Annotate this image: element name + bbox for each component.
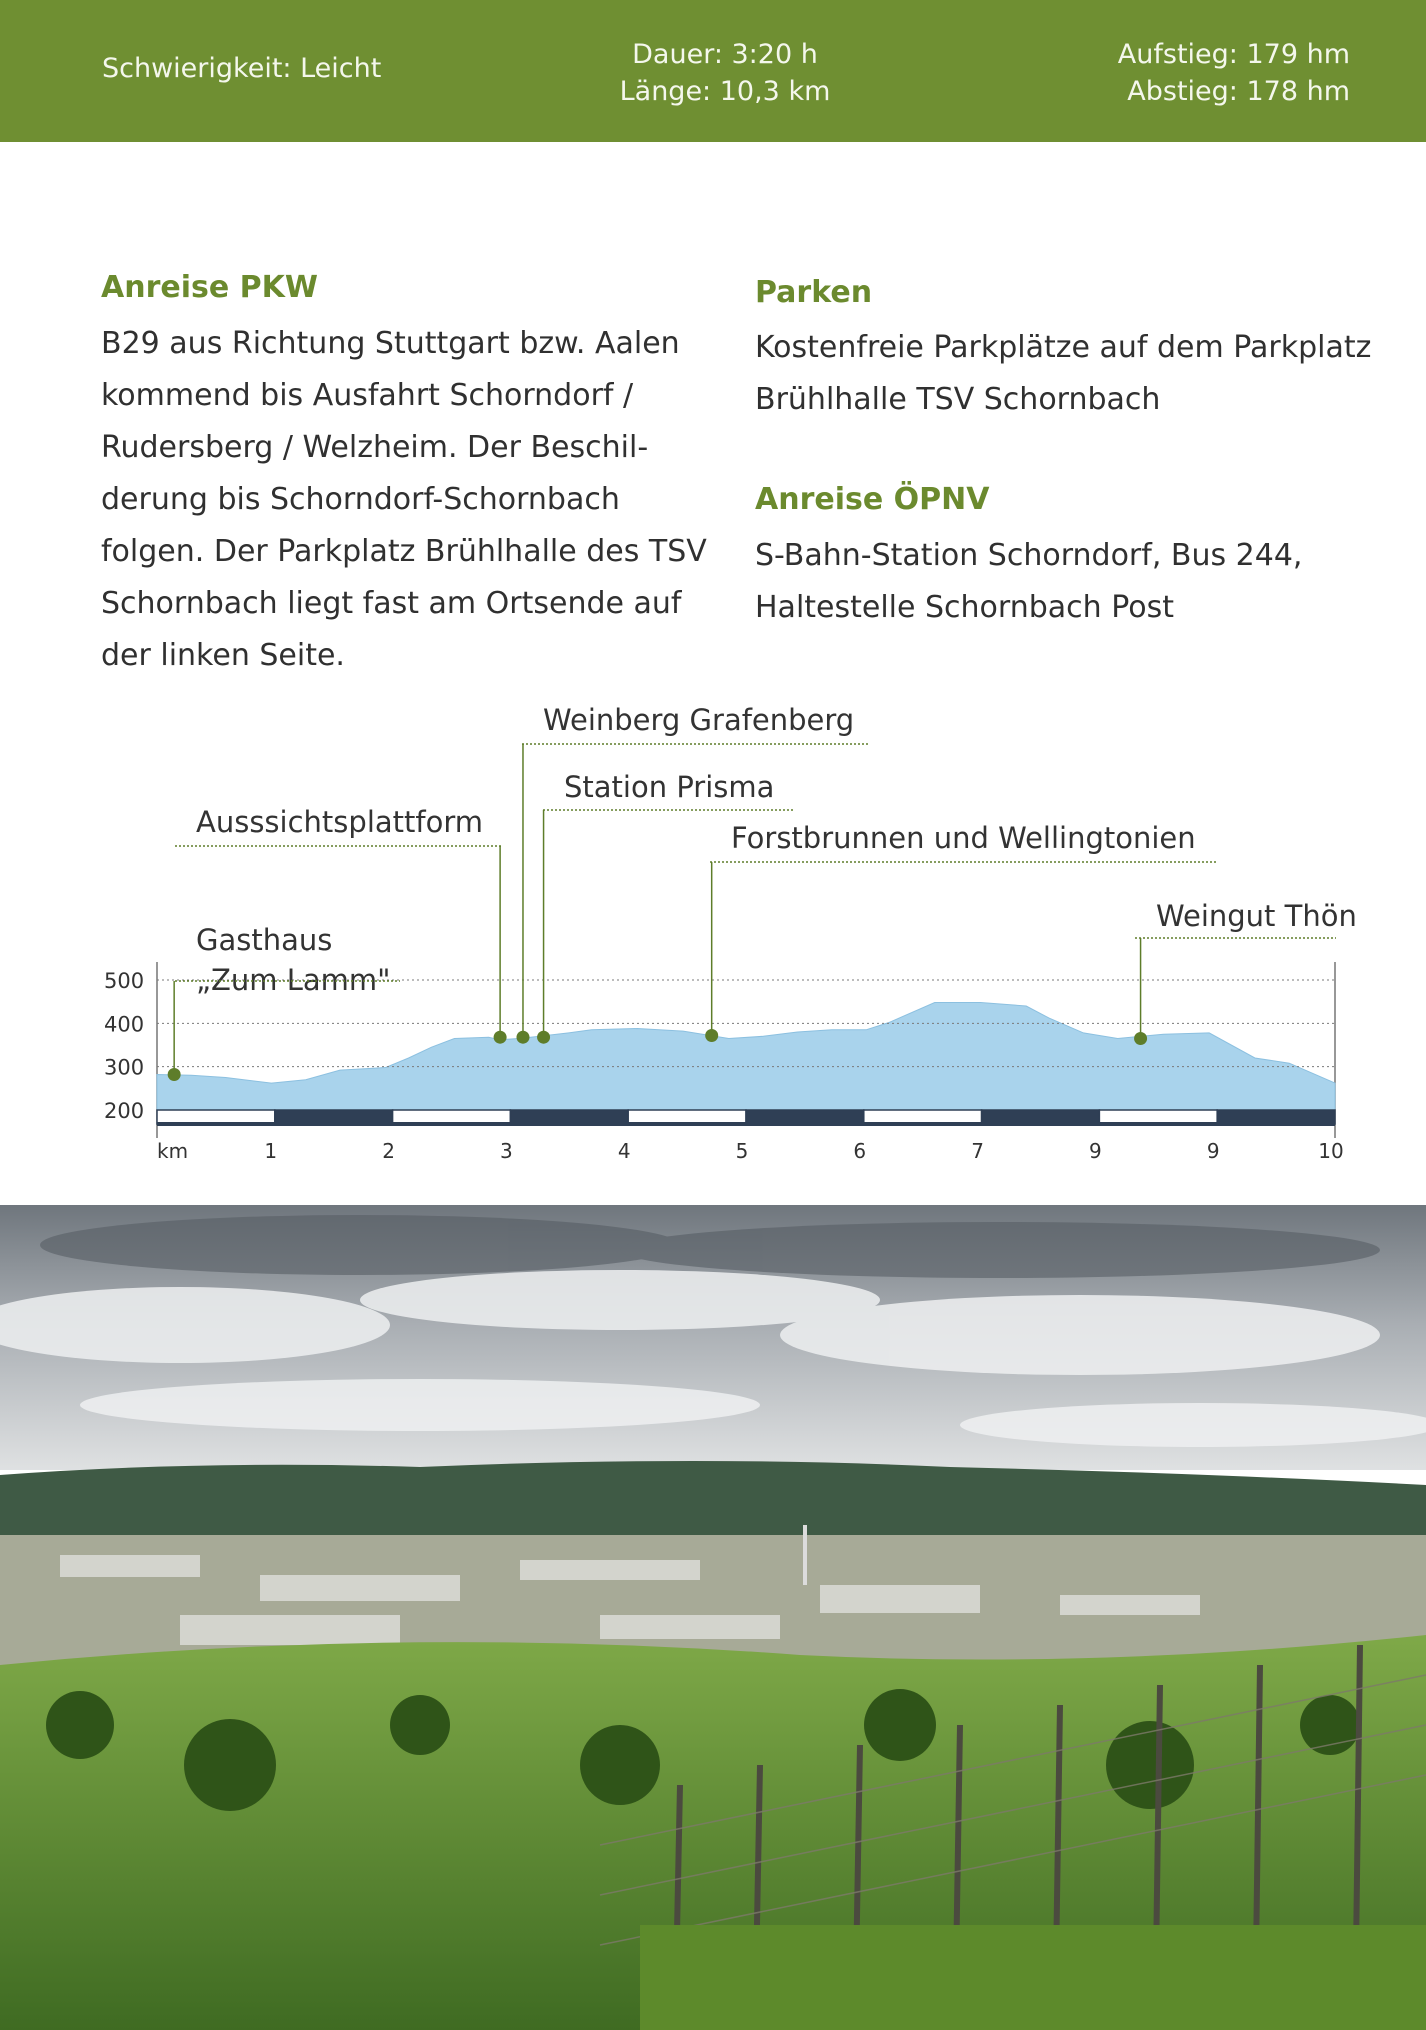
tour-info-bar — [0, 0, 1426, 142]
text-line: kommend bis Ausfahrt Schorndorf / — [101, 378, 634, 413]
waypoint-label: Station Prisma — [564, 770, 775, 804]
x-tick-label: 1 — [264, 1139, 278, 1163]
elevation-profile-svg — [0, 690, 1426, 1170]
waypoint-marker — [1134, 1032, 1147, 1045]
ascent-descent-info — [1118, 36, 1350, 110]
descent-text: Abstieg: 178 hm — [1127, 76, 1350, 107]
x-tick-label: 9 — [1089, 1139, 1102, 1163]
waypoint-label: Gasthaus — [196, 923, 333, 957]
landscape-photo — [0, 1205, 1426, 2030]
waypoint-marker — [537, 1031, 550, 1044]
y-tick-label: 300 — [104, 1055, 145, 1080]
x-tick-label: 4 — [617, 1139, 631, 1163]
y-tick-label: 200 — [104, 1099, 145, 1123]
anreise-oepnv-text — [755, 530, 1302, 634]
text-line: der linken Seite. — [101, 638, 345, 673]
scale-bar-segment — [510, 1110, 628, 1124]
waypoint-label: Weingut Thön — [1156, 899, 1357, 933]
waypoint-label: Forstbrunnen und Wellingtonien — [731, 821, 1196, 855]
text-line: folgen. Der Parkplatz Brühlhalle des TSV — [101, 534, 707, 569]
anreise-pkw-heading: Anreise PKW — [101, 270, 318, 305]
x-tick-label: 5 — [735, 1139, 749, 1163]
scale-bar-segment — [982, 1110, 1100, 1124]
text-line: B29 aus Richtung Stuttgart bzw. Aalen — [101, 326, 680, 361]
waypoint-marker — [516, 1031, 529, 1044]
waypoint-marker — [168, 1068, 181, 1081]
waypoint-marker — [705, 1029, 718, 1042]
text-line: Schornbach liegt fast am Ortsende auf — [101, 586, 682, 621]
parken-text — [755, 322, 1371, 426]
length-text: Länge: 10,3 km — [619, 76, 831, 107]
y-tick-label: 400 — [104, 1012, 145, 1037]
scale-bar-segment — [628, 1110, 746, 1124]
scale-bar-segment — [157, 1110, 275, 1124]
duration-text: Dauer: 3:20 h — [632, 39, 818, 70]
scale-bar-segment — [1099, 1110, 1217, 1124]
scale-bar-segment — [393, 1110, 511, 1124]
waypoint-label: Ausssichtsplattform — [196, 805, 483, 839]
scale-bar-segment — [746, 1110, 864, 1124]
x-tick-label: 7 — [971, 1139, 984, 1163]
parken-heading: Parken — [755, 275, 873, 310]
y-tick-label: 500 — [104, 969, 145, 993]
waypoint-marker — [494, 1031, 507, 1044]
scale-bar-segment — [1217, 1110, 1335, 1124]
x-unit-label: km — [157, 1139, 189, 1163]
difficulty-info — [102, 50, 381, 87]
ascent-text: Aufstieg: 179 hm — [1117, 39, 1350, 70]
waypoint-label: „Zum Lamm" — [196, 963, 391, 997]
text-line: Kostenfreie Parkplätze auf dem Parkplatz — [755, 330, 1372, 365]
duration-length-info — [560, 36, 890, 110]
text-line: Haltestelle Schornbach Post — [755, 590, 1174, 625]
waypoint-label: Weinberg Grafenberg — [543, 703, 855, 737]
x-tick-label: 9 — [1206, 1139, 1220, 1163]
text-line: Brühlhalle TSV Schornbach — [755, 382, 1161, 417]
x-tick-label: 10 — [1318, 1139, 1344, 1163]
scale-bar-segment — [864, 1110, 982, 1124]
elevation-profile-chart — [0, 690, 1426, 1174]
elevation-profile-area — [157, 1003, 1335, 1111]
anreise-oepnv-heading: Anreise ÖPNV — [755, 482, 990, 517]
text-line: derung bis Schorndorf-Schornbach — [101, 482, 620, 517]
x-tick-label: 6 — [853, 1139, 867, 1163]
anreise-pkw-text — [101, 318, 707, 682]
x-tick-label: 3 — [500, 1139, 513, 1163]
text-line: Rudersberg / Welzheim. Der Beschil- — [101, 430, 649, 465]
difficulty-text: Schwierigkeit: Leicht — [102, 53, 382, 84]
text-line: S-Bahn-Station Schorndorf, Bus 244, — [755, 538, 1303, 573]
x-tick-label: 2 — [382, 1139, 395, 1163]
scale-bar-segment — [275, 1110, 393, 1124]
